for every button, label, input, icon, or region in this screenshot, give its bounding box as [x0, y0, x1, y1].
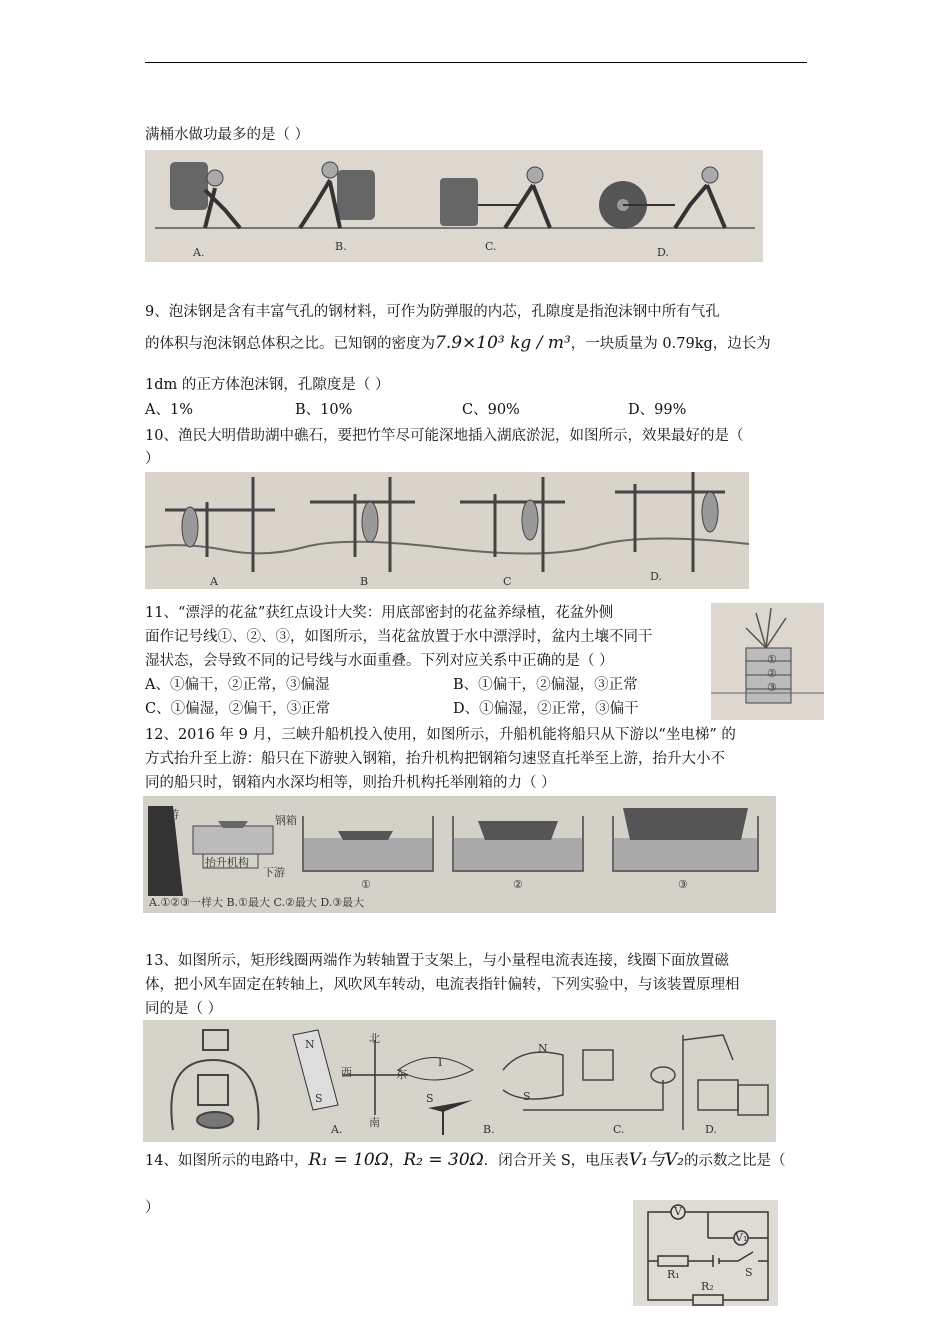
q10-label-a: A [210, 575, 218, 588]
q13-n-label-a: N [305, 1038, 315, 1051]
q10-label-b: B [360, 575, 369, 588]
q9-option-b: B、10% [295, 402, 353, 418]
q9-line2-pre: 的体积与泡沫钢总体积之比。已知钢的密度为 [145, 336, 435, 352]
q13-east-label: 东 [396, 1068, 407, 1081]
q8-label-c: C. [485, 240, 497, 253]
q9-line1: 9、泡沫钢是含有丰富气孔的钢材料，可作为防弹服的内芯，孔隙度是指泡沫钢中所有气孔 [145, 304, 720, 320]
q9-option-a: A、1% [145, 402, 193, 418]
q11-mark-3: ③ [767, 681, 777, 694]
q14-fig-r2-label: R₂ [701, 1280, 714, 1293]
q13-west-label: 西 [341, 1066, 352, 1079]
q11-line2: 面作记号线①、②、③，如图所示，当花盆放置于水中漂浮时，盆内土壤不同干 [145, 629, 653, 645]
q14-line2: ） [145, 1200, 160, 1216]
q13-figure-drawing [143, 1020, 776, 1142]
q13-label-c: C. [613, 1123, 625, 1136]
q11-flowerpot-figure [711, 603, 824, 720]
q14-line1 [145, 1150, 786, 1171]
q11-option-a: A、①偏干，②正常，③偏湿 [145, 677, 330, 693]
q10-label-d: D. [650, 570, 662, 583]
q8-label-d: D. [657, 246, 669, 259]
q9-option-d: D、99% [628, 402, 687, 418]
q13-label-a: A. [331, 1123, 343, 1136]
q12-line3: 同的船只时，钢箱内水深均相等，则抬升机构托举刚箱的力（ ） [145, 775, 556, 791]
q9-option-c: C、90% [462, 402, 520, 418]
q14-line1-pre: 14、如图所示的电路中， [145, 1153, 309, 1169]
q13-north-label: 北 [369, 1032, 380, 1045]
q12-upstream-label: 上游 [157, 808, 179, 821]
q14-fig-r1-label: R₁ [667, 1268, 680, 1281]
q11-mark-1: ① [767, 653, 777, 666]
q13-s-label-c: S [523, 1090, 531, 1103]
q10-line2: ） [145, 451, 160, 467]
q12-number-1: ① [361, 878, 371, 891]
q12-shiplift-figure [143, 796, 776, 913]
q14-r2: R₂ = 30Ω [403, 1150, 484, 1170]
q13-label-b: B. [483, 1123, 495, 1136]
q13-south-label: 南 [369, 1116, 380, 1129]
q11-option-b: B、①偏干，②偏湿，③正常 [453, 677, 638, 693]
q13-s-label-a: S [315, 1092, 323, 1105]
q14-comma: ， [388, 1153, 404, 1169]
q13-s-label-b: S [426, 1092, 434, 1105]
q9-density: 7.9×10³ kg / m³ [435, 333, 571, 353]
q14-line1-post: 的示数之比是（ [684, 1153, 786, 1169]
header-rule [145, 62, 807, 63]
q14-fig-v1-label: V₁ [735, 1231, 748, 1244]
q13-line1: 13、如图所示，矩形线圈两端作为转轴置于支架上，与小量程电流表连接，线圈下面放置磁 [145, 953, 729, 969]
q13-line2: 体，把小风车固定在转轴上，风吹风车转动，电流表指针偏转，下列实验中，与该装置原理相 [145, 977, 740, 993]
q11-option-d: D、①偏湿，②正常，③偏干 [453, 701, 639, 717]
q14-voltmeters: V₁与V₂ [628, 1150, 684, 1170]
q8-figure-drawing [145, 150, 763, 262]
q9-line2 [145, 333, 771, 354]
q12-number-2: ② [513, 878, 523, 891]
q14-circuit-figure [633, 1200, 778, 1306]
q9-line3: 1dm 的正方体泡沫钢，孔隙度是（ ） [145, 377, 390, 393]
q11-line3: 湿状态，会导致不同的记号线与水面重叠。下列对应关系中正确的是（ ） [145, 653, 614, 669]
q10-line1: 10、渔民大明借助湖中礁石，要把竹竿尽可能深地插入湖底淤泥，如图所示，效果最好的是（ [145, 428, 744, 444]
q8-text: 满桶水做功最多的是（ ） [145, 127, 310, 143]
q14-r1: R₁ = 10Ω [308, 1150, 389, 1170]
q12-fig-options: A.①②③一样大 B.①最大 C.②最大 D.③最大 [149, 896, 365, 909]
q10-figure [145, 472, 749, 589]
q13-line3: 同的是（ ） [145, 1001, 223, 1017]
q10-label-c: C [503, 575, 512, 588]
q14-fig-v-label: V [674, 1205, 682, 1218]
q12-number-3: ③ [678, 878, 688, 891]
q13-n-label-c: N [538, 1042, 548, 1055]
q12-line1: 12、2016 年 9 月，三峡升船机投入使用，如图所示，升船机能将船只从下游以“坐电梯” 的 [145, 727, 736, 743]
q8-figure [145, 150, 763, 262]
q8-label-b: B. [335, 240, 347, 253]
q8-label-a: A. [193, 246, 205, 259]
q12-line2: 方式抬升至上游：船只在下游驶入钢箱，抬升机构把钢箱匀速竖直托举至上游，抬升大小不 [145, 751, 725, 767]
q11-line1: 11、“漂浮的花盆”获红点设计大奖：用底部密封的花盆养绿植，花盆外侧 [145, 605, 614, 621]
q14-fig-s-label: S [745, 1266, 753, 1279]
q12-downstream-label: 下游 [263, 866, 285, 879]
q11-option-c: C、①偏湿，②偏干，③正常 [145, 701, 331, 717]
q12-box-label: 钢箱 [275, 814, 297, 827]
q13-figure [143, 1020, 776, 1142]
q11-mark-2: ② [767, 667, 777, 680]
q13-label-d: D. [705, 1123, 717, 1136]
q13-current-label: I [438, 1056, 443, 1069]
q12-mechanism-label: 抬升机构 [205, 856, 249, 869]
q14-line1-mid: ．闭合开关 S，电压表 [483, 1153, 629, 1169]
q9-line2-post: ，一块质量为 0.79kg，边长为 [570, 336, 771, 352]
